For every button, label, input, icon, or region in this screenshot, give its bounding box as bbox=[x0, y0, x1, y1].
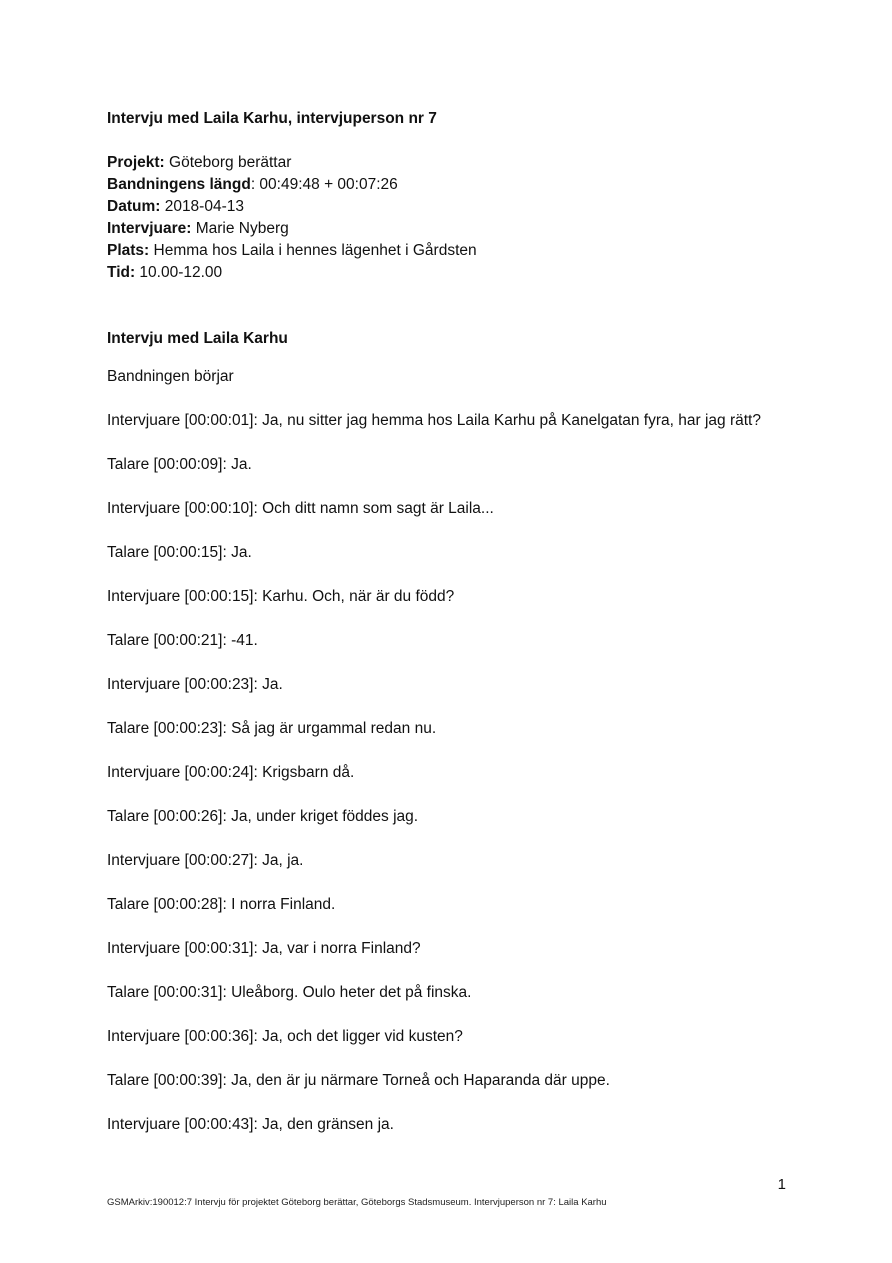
document-title: Intervju med Laila Karhu, intervjuperson nr 7 bbox=[107, 110, 437, 127]
transcript-turn: Intervjuare [00:00:24]: Krigsbarn då. bbox=[107, 763, 355, 781]
document-body bbox=[107, 108, 787, 1158]
transcript bbox=[107, 410, 787, 1136]
transcript-turn: Talare [00:00:26]: Ja, under kriget föddes jag. bbox=[107, 807, 419, 825]
transcript-turn: Intervjuare [00:00:31]: Ja, var i norra Finland? bbox=[107, 939, 421, 957]
meta-time bbox=[107, 262, 787, 284]
transcript-turn: Talare [00:00:09]: Ja. bbox=[107, 455, 252, 473]
meta-project bbox=[107, 152, 787, 174]
meta-place bbox=[107, 240, 787, 262]
transcript-turn: Talare [00:00:15]: Ja. bbox=[107, 543, 252, 561]
meta-label: Bandningens längd bbox=[107, 176, 251, 193]
transcript-turn: Talare [00:00:21]: -41. bbox=[107, 631, 258, 649]
meta-value: 10.00-12.00 bbox=[135, 264, 223, 281]
meta-recording-length bbox=[107, 174, 787, 196]
transcript-turn: Intervjuare [00:00:23]: Ja. bbox=[107, 675, 283, 693]
transcript-turn: Intervjuare [00:00:43]: Ja, den gränsen ja. bbox=[107, 1115, 394, 1133]
transcript-turn: Intervjuare [00:00:10]: Och ditt namn som sagt är Laila... bbox=[107, 499, 494, 517]
meta-interviewer bbox=[107, 218, 787, 240]
meta-label: Plats: bbox=[107, 242, 150, 259]
section-subheading: Bandningen börjar bbox=[107, 367, 234, 385]
meta-value: Hemma hos Laila i hennes lägenhet i Gårdsten bbox=[149, 242, 477, 259]
transcript-turn: Intervjuare [00:00:36]: Ja, och det ligger vid kusten? bbox=[107, 1027, 463, 1045]
transcript-turn: Talare [00:00:39]: Ja, den är ju närmare Torneå och Haparanda där uppe. bbox=[107, 1071, 610, 1089]
meta-value: Marie Nyberg bbox=[191, 220, 289, 237]
meta-value: 2018-04-13 bbox=[160, 198, 244, 215]
meta-label: Tid: bbox=[107, 264, 136, 281]
meta-value: Göteborg berättar bbox=[164, 154, 292, 171]
meta-label: Projekt: bbox=[107, 154, 165, 171]
transcript-turn: Intervjuare [00:00:15]: Karhu. Och, när är du född? bbox=[107, 587, 455, 605]
meta-label: Datum: bbox=[107, 198, 161, 215]
transcript-turn: Intervjuare [00:00:27]: Ja, ja. bbox=[107, 851, 304, 869]
section-heading: Intervju med Laila Karhu bbox=[107, 330, 288, 347]
meta-date bbox=[107, 196, 787, 218]
transcript-turn: Talare [00:00:23]: Så jag är urgammal redan nu. bbox=[107, 719, 437, 737]
page-footer: GSMArkiv:190012:7 Intervju för projektet Göteborg berättar, Göteborgs Stadsmuseum. Intervjuperson nr 7: Laila Karhu bbox=[107, 1197, 607, 1208]
metadata-block bbox=[107, 152, 787, 284]
transcript-turn: Intervjuare [00:00:01]: Ja, nu sitter jag hemma hos Laila Karhu på Kanelgatan fyra, har jag rätt? bbox=[107, 411, 761, 429]
transcript-turn: Talare [00:00:28]: I norra Finland. bbox=[107, 895, 336, 913]
page-number: 1 bbox=[777, 1176, 786, 1193]
transcript-turn: Talare [00:00:31]: Uleåborg. Oulo heter det på finska. bbox=[107, 983, 472, 1001]
meta-label: Intervjuare: bbox=[107, 220, 192, 237]
meta-value: : 00:49:48 + 00:07:26 bbox=[250, 176, 398, 193]
